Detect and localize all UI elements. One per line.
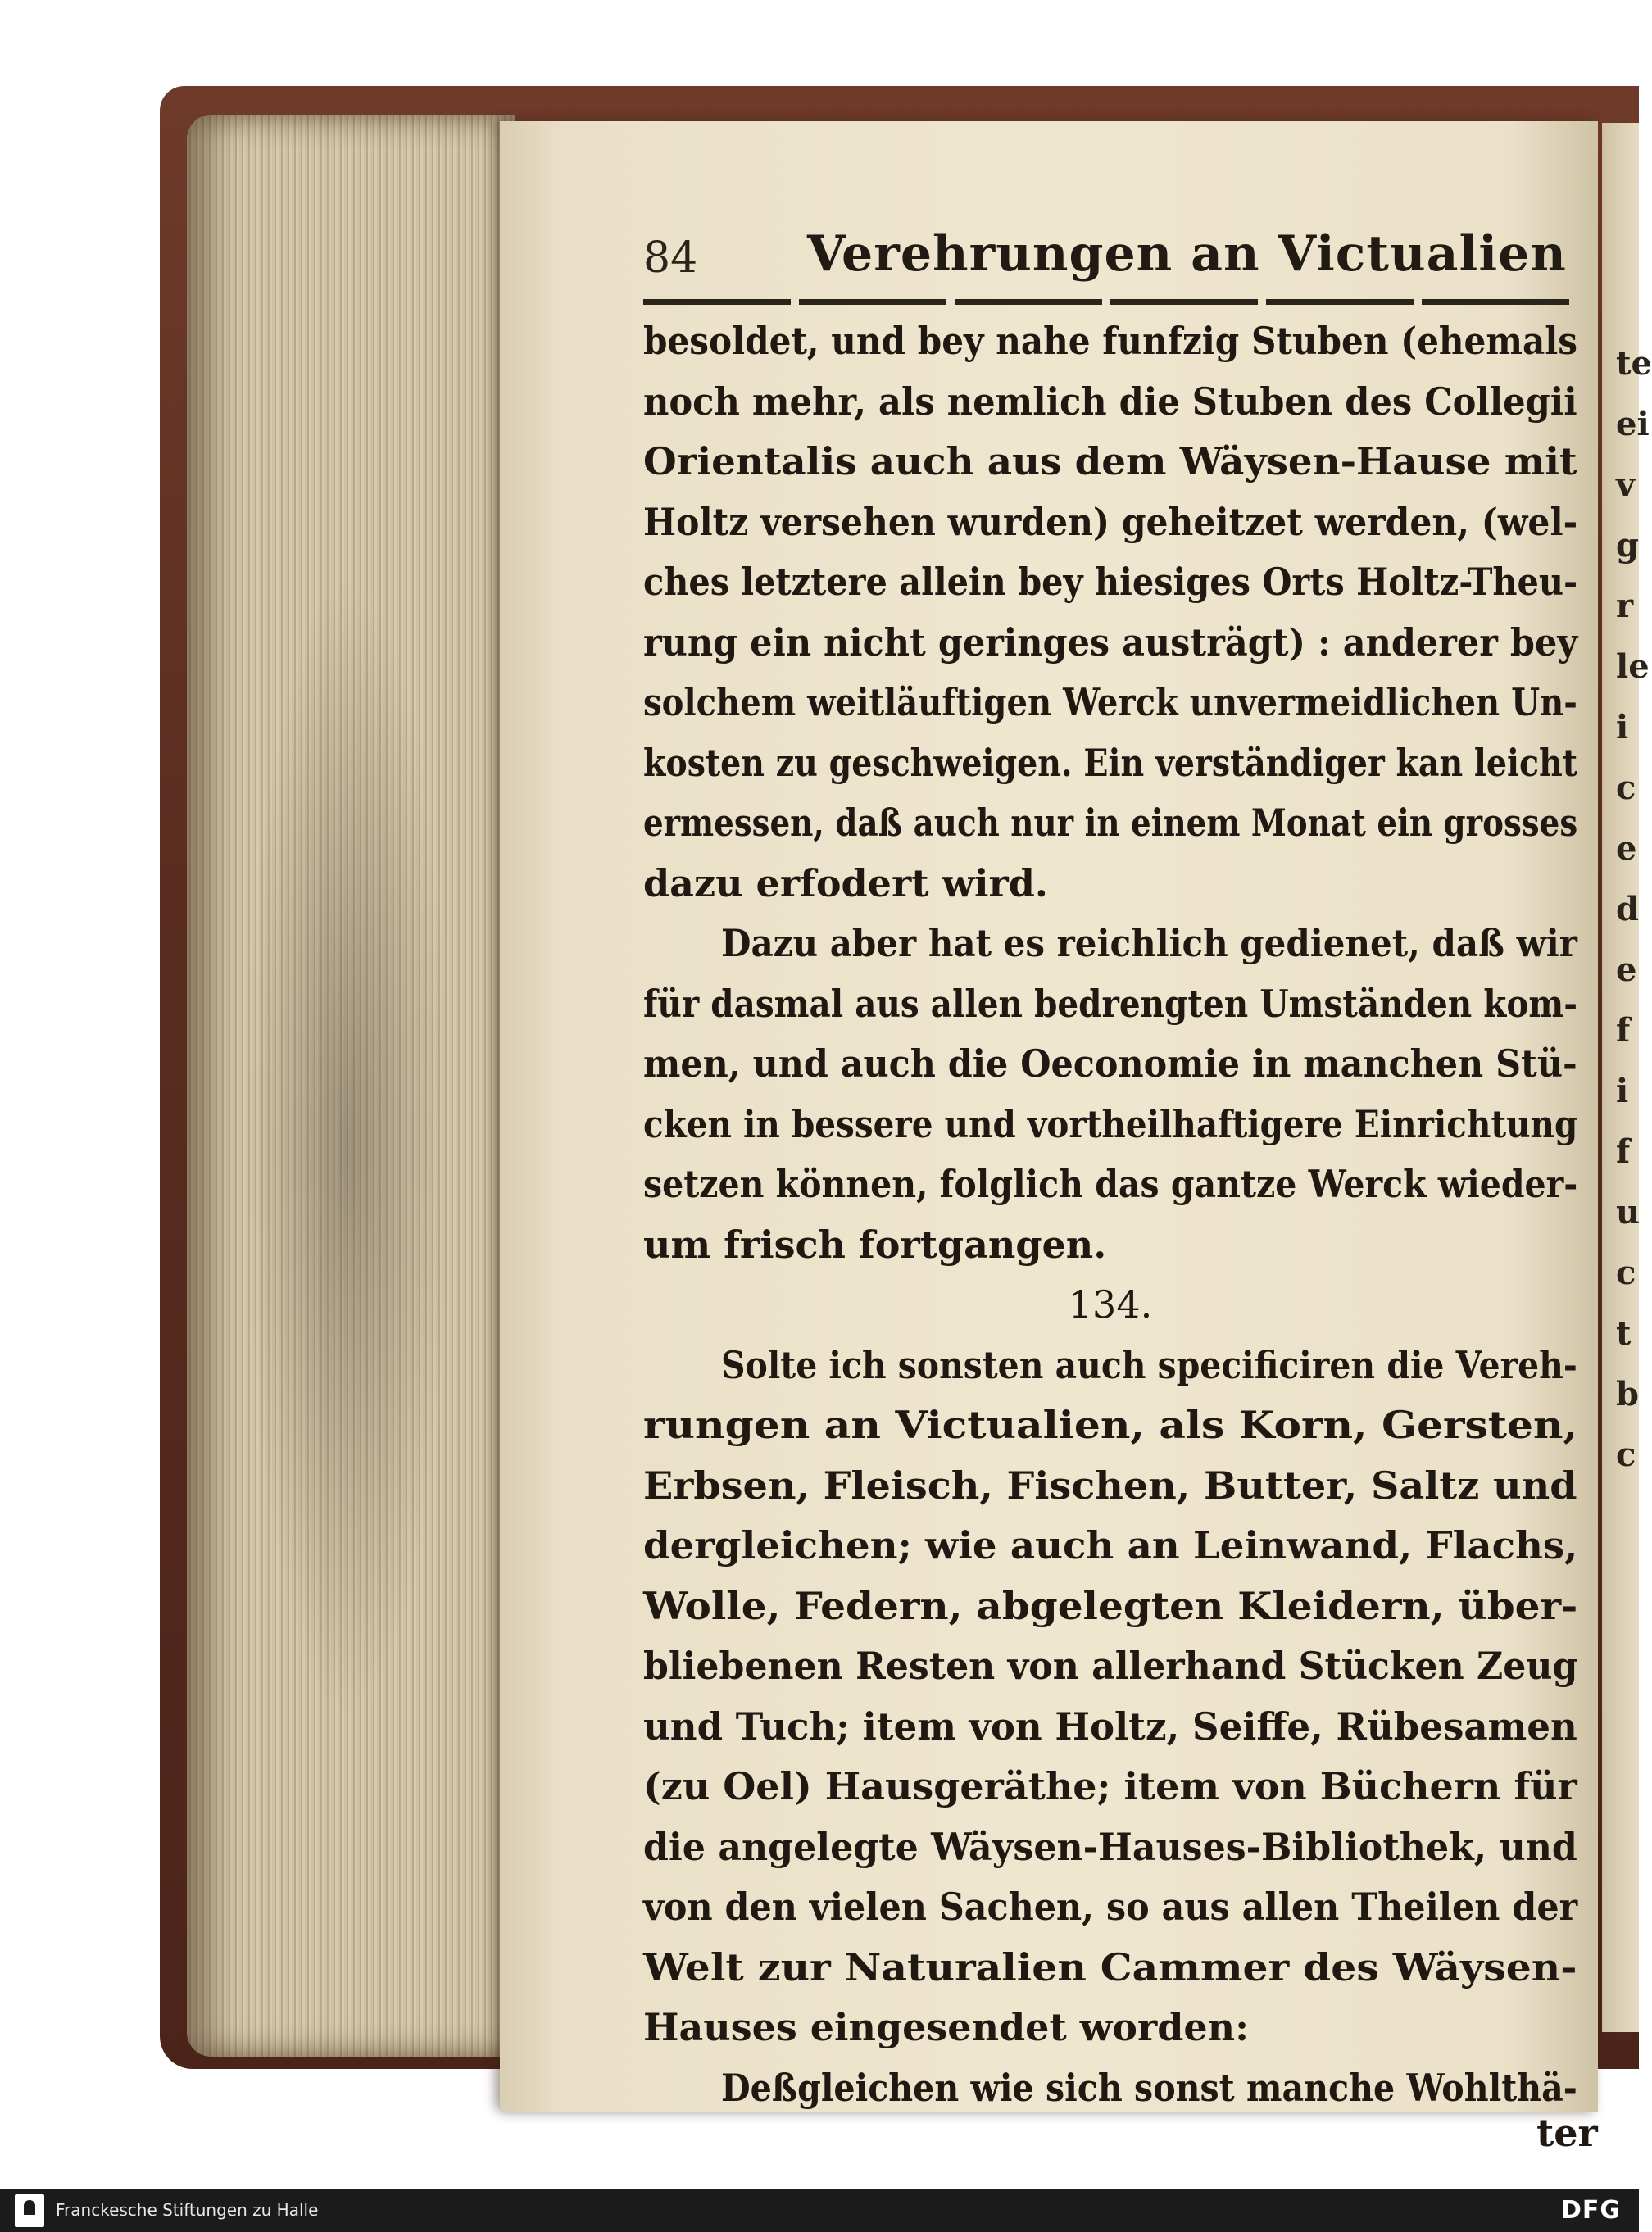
text-line: rung ein nicht geringes austrägt) : anderer bey — [643, 619, 1578, 665]
footer-bar — [0, 2189, 1639, 2232]
text-line: Hauses eingesendet worden: — [643, 2005, 1250, 2049]
text-line: noch mehr, als nemlich die Stuben des Collegii — [643, 379, 1577, 424]
text-line: bliebenen Resten von allerhand Stücken Zeug — [643, 1644, 1578, 1688]
facing-page-letter: c — [1616, 1436, 1636, 1474]
text-line: Solte ich sonsten auch specificiren die Vereh- — [721, 1342, 1577, 1387]
text-line: Orientalis auch aus dem Wäysen-Hause mit — [643, 439, 1577, 483]
facing-page-letter: v — [1616, 465, 1636, 504]
text-line: ermessen, daß auch nur in einem Monat ein grosses — [643, 801, 1578, 845]
text-line: ches letztere allein bey hiesiges Orts Holtz-Theu- — [643, 560, 1578, 604]
facing-page-letter: d — [1616, 890, 1639, 928]
text-line: Wolle, Federn, abgelegten Kleidern, über- — [643, 1583, 1578, 1628]
text-line: um frisch fortgangen. — [643, 1222, 1107, 1267]
text-line: rungen an Victualien, als Korn, Gersten, — [643, 1403, 1578, 1447]
text-line: besoldet, und bey nahe funfzig Stuben (ehemals — [643, 319, 1578, 363]
text-line: von den vielen Sachen, so aus allen Theilen der — [643, 1885, 1578, 1929]
facing-page-letter: i — [1616, 1072, 1629, 1110]
page-edges-stain — [246, 574, 451, 1721]
text-line: solchem weitläuftigen Werck unvermeidlichen Un- — [643, 680, 1577, 724]
text-line: Holtz versehen wurden) geheitzet werden, (wel- — [643, 499, 1578, 544]
facing-page-letter: te — [1616, 344, 1652, 383]
text-line: dergleichen; wie auch an Leinwand, Flachs, — [643, 1523, 1578, 1567]
facing-page-letter: e — [1616, 950, 1637, 989]
facing-page-letter: e — [1616, 829, 1637, 868]
text-line: setzen können, folglich das gantze Werck wieder- — [643, 1162, 1578, 1206]
footer-organization: Franckesche Stiftungen zu Halle — [56, 2200, 319, 2220]
text-line: die angelegte Wäysen-Hauses-Bibliothek, und — [643, 1824, 1577, 1869]
text-line: für dasmal aus allen bedrengten Umständen kom- — [643, 981, 1578, 1026]
facing-page-letter: t — [1616, 1314, 1632, 1353]
running-head — [643, 225, 1577, 291]
facing-page-letter: r — [1616, 587, 1634, 625]
text-line: und Tuch; item von Holtz, Seiffe, Rübesamen — [643, 1703, 1577, 1749]
institution-logo-icon — [15, 2194, 44, 2227]
facing-page-letter: b — [1616, 1375, 1639, 1413]
dfg-logo: DFG — [1560, 2196, 1621, 2225]
text-line: Erbsen, Fleisch, Fischen, Butter, Saltz und — [643, 1463, 1577, 1508]
facing-page-letter: i — [1616, 708, 1629, 746]
text-line: dazu erfodert wird. — [643, 860, 1048, 905]
text-line: ter — [1536, 2111, 1598, 2155]
page-number: 84 — [643, 234, 698, 283]
facing-page-letter: f — [1616, 1011, 1631, 1050]
text-line: (zu Oel) Hausgeräthe; item von Büchern für — [643, 1764, 1577, 1808]
facing-page-letter: ei — [1616, 405, 1650, 443]
text-line: men, und auch die Oeconomie in manchen Stü- — [643, 1041, 1577, 1086]
text-line: Dazu aber hat es reichlich gedienet, daß wir — [721, 921, 1577, 965]
running-title: Verehrungen an Victualien — [807, 225, 1567, 283]
text-line: Welt zur Naturalien Cammer des Wäysen- — [643, 1944, 1577, 1989]
facing-page-letter: c — [1616, 769, 1636, 807]
text-line: cken in bessere und vortheilhaftigere Einrichtung — [643, 1101, 1578, 1146]
text-line: kosten zu geschweigen. Ein verständiger kan leicht — [643, 740, 1578, 785]
facing-page-letter: f — [1616, 1132, 1631, 1171]
facing-page-letter: u — [1616, 1193, 1641, 1232]
facing-page-letter: le — [1616, 647, 1650, 686]
facing-page-letter: c — [1616, 1254, 1636, 1292]
header-rule — [643, 299, 1573, 305]
text-line: Deßgleichen wie sich sonst manche Wohlthä- — [721, 2065, 1577, 2110]
facing-page-letter: g — [1616, 526, 1639, 565]
text-line: 134. — [1068, 1282, 1153, 1327]
